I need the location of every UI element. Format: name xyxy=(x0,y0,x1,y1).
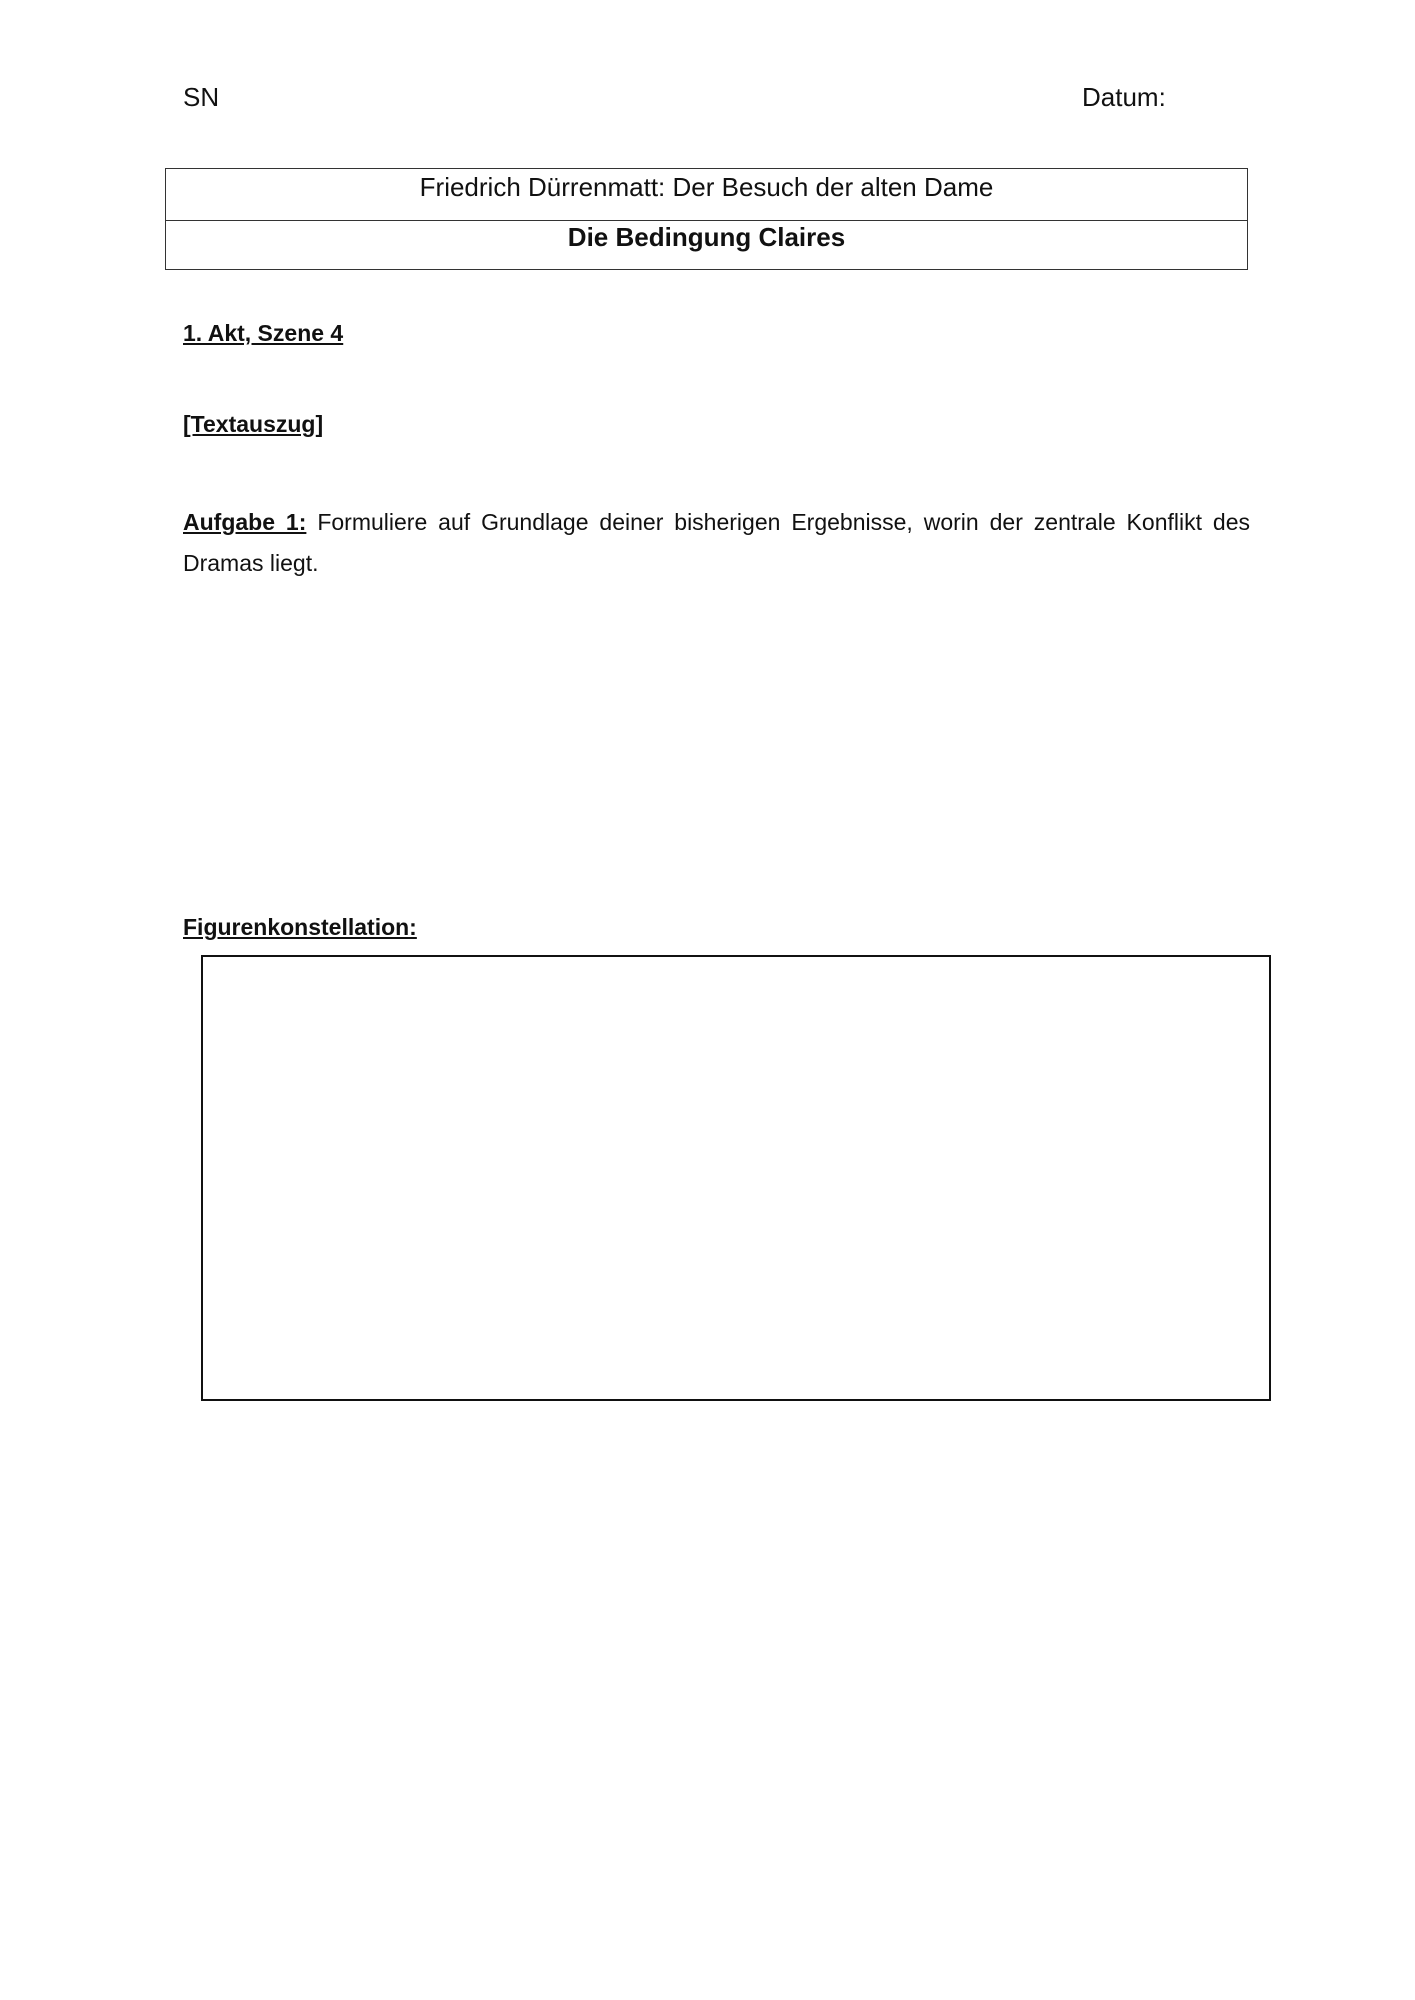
section-text-excerpt: [Textauszug] xyxy=(183,411,324,437)
title-author-work: Friedrich Dürrenmatt: Der Besuch der alten Dame xyxy=(419,172,994,202)
title-table xyxy=(165,168,1248,270)
figure-constellation-heading: Figurenkonstellation: xyxy=(183,914,417,940)
task-1 xyxy=(183,502,1250,584)
header-date-label: Datum: xyxy=(1082,82,1166,112)
title-topic: Die Bedingung Claires xyxy=(567,222,846,252)
figure-constellation-box xyxy=(201,955,1271,1401)
title-divider xyxy=(166,220,1247,221)
header-sn: SN xyxy=(183,82,220,112)
task-1-label: Aufgabe 1: xyxy=(183,509,307,535)
task-1-text: Formuliere auf Grundlage deiner bisherigen Ergebnisse, worin der zentrale Konflikt des Dramas liegt. xyxy=(183,509,1250,576)
section-act-scene: 1. Akt, Szene 4 xyxy=(183,320,344,346)
